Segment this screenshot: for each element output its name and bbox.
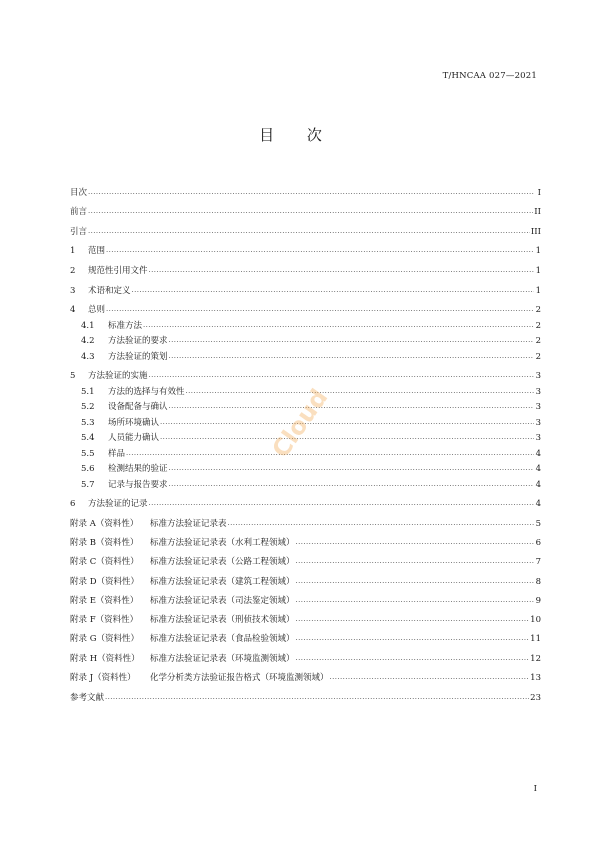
toc-entry-number: 5.6	[81, 464, 95, 475]
toc-leader-dots	[228, 519, 534, 529]
toc-entry-label: 样品	[108, 448, 126, 459]
toc-entry[interactable]	[70, 276, 541, 296]
toc-entry-page: 3	[535, 433, 541, 444]
toc-entry[interactable]	[70, 644, 541, 663]
toc-entry-label: 方法验证的记录	[88, 499, 148, 510]
toc-entry-number: 1	[70, 246, 76, 257]
toc-entry[interactable]	[70, 381, 541, 397]
toc-entry-label: 标准方法验证记录表（司法鉴定领域）	[150, 595, 295, 606]
toc-entry-label: 标准方法验证记录表（食品检验领域）	[150, 634, 295, 645]
toc-entry-page: 4	[535, 464, 541, 475]
toc-entry[interactable]	[70, 664, 541, 683]
toc-entry-page: 10	[530, 615, 541, 626]
toc-entry-number: 4.1	[81, 320, 95, 331]
toc-leader-dots	[296, 538, 534, 548]
toc-leader-dots	[296, 577, 534, 587]
toc-entry[interactable]	[70, 509, 541, 528]
toc-entry[interactable]	[70, 587, 541, 606]
toc-entry-number: 附录 C（资料性）	[70, 557, 139, 568]
toc-entry-label: 参考文献	[70, 692, 105, 703]
toc-entry[interactable]	[70, 331, 541, 347]
toc-entry-label: 目次	[70, 187, 88, 198]
toc-leader-dots	[149, 499, 534, 509]
toc-leader-dots	[88, 207, 533, 217]
toc-entry-page: 4	[535, 448, 541, 459]
toc-leader-dots	[105, 693, 529, 703]
toc-leader-dots	[149, 266, 534, 276]
toc-entry[interactable]	[70, 606, 541, 625]
toc-entry-label: 场所环境确认	[108, 417, 160, 428]
toc-entry[interactable]	[70, 548, 541, 567]
toc-entry-number: 4.3	[81, 351, 95, 362]
toc-entry-page: II	[534, 207, 541, 218]
toc-leader-dots	[330, 673, 530, 683]
toc-entry[interactable]	[70, 428, 541, 444]
toc-leader-dots	[106, 305, 534, 315]
toc-entry-number: 附录 F（资料性）	[70, 615, 139, 626]
toc-entry[interactable]	[70, 178, 541, 198]
toc-entry[interactable]	[70, 490, 541, 510]
toc-leader-dots	[132, 286, 534, 296]
toc-leader-dots	[169, 352, 534, 362]
toc-entry[interactable]	[70, 459, 541, 475]
toc-entry-number: 附录 H（资料性）	[70, 653, 140, 664]
toc-leader-dots	[126, 449, 534, 459]
toc-entry-page: 9	[535, 595, 541, 606]
toc-entry-number: 5.5	[81, 448, 95, 459]
toc-entry[interactable]	[70, 567, 541, 586]
toc-leader-dots	[296, 596, 534, 606]
toc-entry-page: 11	[530, 634, 541, 645]
toc-entry-label: 范围	[88, 246, 106, 257]
toc-entry-number: 4	[70, 305, 76, 316]
toc-entry-label: 方法验证的实施	[88, 371, 148, 382]
toc-entry[interactable]	[70, 256, 541, 276]
toc-leader-dots	[149, 371, 534, 381]
toc-entry-page: 1	[535, 246, 541, 257]
toc-entry-number: 附录 A（资料性）	[70, 518, 139, 529]
watermark-text: Cloud	[266, 383, 334, 463]
toc-entry-page: 4	[535, 479, 541, 490]
toc-leader-dots	[296, 615, 530, 625]
toc-entry-number: 附录 G（资料性）	[70, 634, 139, 645]
toc-entry[interactable]	[70, 296, 541, 316]
toc-entry-page: 6	[535, 537, 541, 548]
toc-entry-label: 设备配备与确认	[108, 402, 168, 413]
toc-entry-page: 2	[535, 351, 541, 362]
toc-entry-page: 1	[535, 265, 541, 276]
toc-entry-label: 标准方法验证记录表（刑侦技术领域）	[150, 615, 295, 626]
toc-entry-label: 化学分析类方法验证报告格式（环境监测领域）	[150, 673, 329, 684]
toc-entry[interactable]	[70, 217, 541, 237]
toc-entry-number: 附录 B（资料性）	[70, 537, 139, 548]
toc-heading: 目 次	[259, 126, 336, 144]
toc-entry-label: 检测结果的验证	[108, 464, 168, 475]
toc-entry-label: 方法验证的策划	[108, 351, 168, 362]
toc-leader-dots	[169, 480, 534, 490]
toc-entry-page: III	[530, 226, 541, 237]
toc-entry-label: 前言	[70, 207, 88, 218]
toc-entry-number: 3	[70, 285, 76, 296]
toc-entry-label: 标准方法验证记录表（环境监测领域）	[150, 653, 295, 664]
toc-entry-page: 4	[535, 499, 541, 510]
toc-entry[interactable]	[70, 625, 541, 644]
toc-entry-page: 2	[535, 305, 541, 316]
toc-entry-label: 标准方法验证记录表	[150, 518, 227, 529]
toc-entry-page: 2	[535, 320, 541, 331]
toc-entry-label: 规范性引用文件	[88, 265, 148, 276]
toc-entry[interactable]	[70, 315, 541, 331]
toc-entry[interactable]	[70, 397, 541, 413]
toc-entry-page: 3	[535, 402, 541, 413]
toc-leader-dots	[169, 336, 534, 346]
toc-entry-label: 标准方法	[108, 320, 143, 331]
toc-entry-number: 5.1	[81, 386, 95, 397]
toc-leader-dots	[88, 188, 534, 198]
toc-entry[interactable]	[70, 346, 541, 362]
toc-entry-number: 5	[70, 371, 76, 382]
toc-entry[interactable]	[70, 412, 541, 428]
toc-entry-label: 总则	[88, 305, 106, 316]
toc-entry[interactable]	[70, 474, 541, 490]
toc-entry[interactable]	[70, 362, 541, 382]
toc-leader-dots	[296, 654, 530, 664]
toc-leader-dots	[160, 418, 534, 428]
toc-leader-dots	[88, 227, 530, 237]
page-number: I	[533, 784, 537, 794]
toc-entry-label: 记录与报告要求	[108, 479, 168, 490]
toc-entry-label: 引言	[70, 226, 88, 237]
toc-leader-dots	[160, 433, 534, 443]
toc-entry[interactable]	[70, 529, 541, 548]
toc-entry-label: 标准方法验证记录表（建筑工程领域）	[150, 576, 295, 587]
toc-entry-page: 12	[530, 653, 541, 664]
toc-entry[interactable]	[70, 198, 541, 218]
toc-entry-page: 8	[535, 576, 541, 587]
toc-entry-number: 附录 E（资料性）	[70, 595, 139, 606]
toc-entry-number: 5.3	[81, 417, 95, 428]
toc-entry-label: 人员能力确认	[108, 433, 160, 444]
toc-entry-label: 标准方法验证记录表（水利工程领域）	[150, 537, 295, 548]
toc-entry[interactable]	[70, 443, 541, 459]
toc-entry-page: 2	[535, 336, 541, 347]
toc-entry-number: 6	[70, 499, 76, 510]
toc-entry-label: 标准方法验证记录表（公路工程领域）	[150, 557, 295, 568]
toc-entry-page: 3	[535, 417, 541, 428]
toc-entry-label: 方法验证的要求	[108, 336, 168, 347]
toc-leader-dots	[143, 321, 534, 331]
toc-entry-number: 5.7	[81, 479, 95, 490]
toc-leader-dots	[296, 634, 530, 644]
toc-entry-page: 5	[535, 518, 541, 529]
toc-leader-dots	[106, 246, 534, 256]
toc-entry[interactable]	[70, 237, 541, 257]
toc-entry-label: 术语和定义	[88, 285, 131, 296]
table-of-contents	[70, 178, 541, 703]
toc-entry-label: 方法的选择与有效性	[108, 386, 185, 397]
toc-leader-dots	[186, 387, 534, 397]
toc-entry-number: 2	[70, 265, 76, 276]
toc-entry-page: 3	[535, 386, 541, 397]
toc-entry-number: 附录 D（资料性）	[70, 576, 140, 587]
toc-entry-page: 7	[535, 557, 541, 568]
toc-leader-dots	[169, 402, 534, 412]
toc-entry-page: 1	[535, 285, 541, 296]
toc-entry-page: 23	[530, 692, 541, 703]
toc-leader-dots	[296, 557, 534, 567]
toc-entry-number: 5.4	[81, 433, 95, 444]
toc-entry-number: 4.2	[81, 336, 95, 347]
document-code: T/HNCAA 027—2021	[442, 71, 537, 81]
toc-leader-dots	[169, 464, 534, 474]
toc-entry-number: 附录 J（资料性）	[70, 673, 136, 684]
toc-entry-number: 5.2	[81, 402, 95, 413]
toc-entry-page: 13	[530, 673, 541, 684]
toc-entry-page: 3	[535, 371, 541, 382]
toc-entry-page: I	[537, 187, 541, 198]
toc-entry[interactable]	[70, 683, 541, 703]
